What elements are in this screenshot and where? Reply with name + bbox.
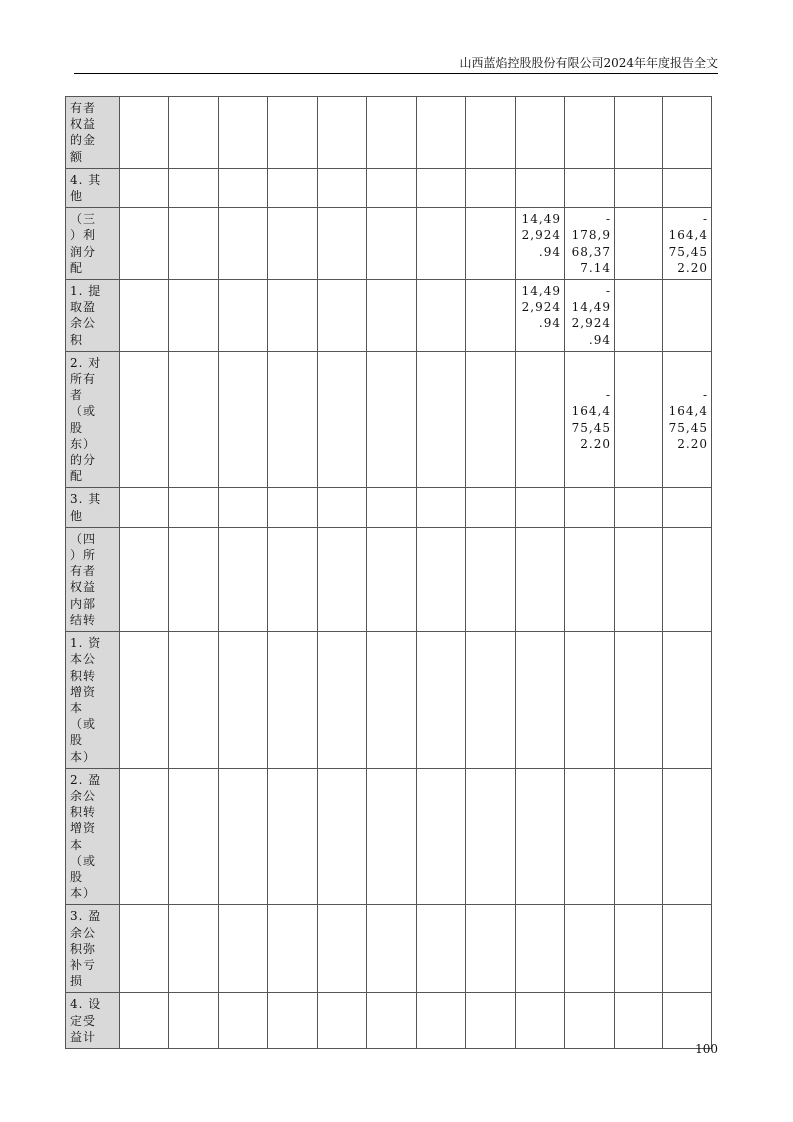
- table-cell: [565, 168, 615, 207]
- table-cell: 14,49 2,924 .94: [516, 208, 565, 280]
- table-cell: [120, 905, 169, 993]
- table-row: [66, 905, 712, 993]
- table-cell: [417, 168, 466, 207]
- table-cell: [516, 97, 565, 169]
- table-cell: [219, 168, 268, 207]
- table-cell: [663, 632, 712, 769]
- table-cell: [466, 208, 516, 280]
- table-cell: - 164,4 75,45 2.20: [663, 208, 712, 280]
- table-row: [66, 168, 712, 207]
- table-cell: [417, 993, 466, 1049]
- table-cell: [120, 168, 169, 207]
- table-cell: [120, 208, 169, 280]
- table-cell: [268, 208, 318, 280]
- table-cell: [466, 905, 516, 993]
- table-cell: [219, 97, 268, 169]
- table-cell: [417, 768, 466, 905]
- row-label: 4. 设 定受 益计: [66, 993, 120, 1049]
- table-cell: [120, 280, 169, 352]
- table-cell: [318, 351, 367, 488]
- table-cell: [367, 993, 417, 1049]
- table-cell: [169, 993, 219, 1049]
- row-label: （四 ）所 有者 权益 内部 结转: [66, 527, 120, 631]
- table-cell: [565, 768, 615, 905]
- row-label: 3. 盈 余公 积弥 补亏 损: [66, 905, 120, 993]
- table-cell: [219, 280, 268, 352]
- table-cell: [565, 993, 615, 1049]
- table-cell: [219, 208, 268, 280]
- table-row: [66, 97, 712, 169]
- table-row: [66, 527, 712, 631]
- table-row: [66, 632, 712, 769]
- table-cell: [120, 97, 169, 169]
- table-cell: [318, 97, 367, 169]
- table-cell: [417, 280, 466, 352]
- table-cell: - 14,49 2,924 .94: [565, 280, 615, 352]
- table-cell: [120, 632, 169, 769]
- table-cell: [367, 208, 417, 280]
- table-cell: [268, 905, 318, 993]
- table-cell: [466, 280, 516, 352]
- table-cell: [268, 768, 318, 905]
- table-cell: [516, 632, 565, 769]
- table-cell: [120, 527, 169, 631]
- table-cell: [318, 488, 367, 527]
- table-cell: [663, 97, 712, 169]
- table-cell: [169, 208, 219, 280]
- table-cell: [169, 280, 219, 352]
- table-cell: [663, 768, 712, 905]
- table-cell: [417, 488, 466, 527]
- table-cell: [219, 632, 268, 769]
- table-cell: [318, 168, 367, 207]
- table-cell: [663, 993, 712, 1049]
- table-cell: [219, 527, 268, 631]
- table-cell: [466, 768, 516, 905]
- table-cell: [318, 768, 367, 905]
- page-number: 100: [695, 1042, 718, 1056]
- table-row: [66, 993, 712, 1049]
- row-label: 4. 其 他: [66, 168, 120, 207]
- table-cell: [268, 993, 318, 1049]
- table-cell: [169, 97, 219, 169]
- table-cell: [268, 488, 318, 527]
- table-cell: [169, 905, 219, 993]
- table-cell: [615, 208, 663, 280]
- table-cell: - 178,9 68,37 7.14: [565, 208, 615, 280]
- table-cell: [169, 351, 219, 488]
- table-cell: [268, 527, 318, 631]
- table-cell: [417, 905, 466, 993]
- table-cell: [367, 768, 417, 905]
- table-cell: [417, 632, 466, 769]
- table-cell: [615, 488, 663, 527]
- table-cell: [466, 97, 516, 169]
- table-cell: [663, 527, 712, 631]
- table-cell: 14,49 2,924 .94: [516, 280, 565, 352]
- equity-changes-table: [65, 96, 712, 1049]
- table-cell: [466, 632, 516, 769]
- table-cell: [318, 993, 367, 1049]
- table-cell: [565, 632, 615, 769]
- table-cell: [268, 168, 318, 207]
- table-cell: [663, 280, 712, 352]
- row-label: 1. 资 本公 积转 增资 本 （或 股 本）: [66, 632, 120, 769]
- table-cell: [120, 993, 169, 1049]
- table-cell: [219, 993, 268, 1049]
- table-body: [66, 97, 712, 1049]
- table-cell: [615, 993, 663, 1049]
- table-cell: [516, 905, 565, 993]
- table-cell: [219, 488, 268, 527]
- table-cell: [318, 527, 367, 631]
- table-cell: [120, 488, 169, 527]
- table-cell: [565, 905, 615, 993]
- table-cell: [615, 280, 663, 352]
- table-cell: [169, 768, 219, 905]
- row-label: 有者 权益 的金 额: [66, 97, 120, 169]
- row-label: 1. 提 取盈 余公 积: [66, 280, 120, 352]
- table-cell: [615, 632, 663, 769]
- table-row: [66, 768, 712, 905]
- table-cell: [318, 905, 367, 993]
- table-cell: [318, 632, 367, 769]
- table-cell: [466, 527, 516, 631]
- table-cell: - 164,4 75,45 2.20: [663, 351, 712, 488]
- table-cell: [120, 768, 169, 905]
- table-cell: [219, 768, 268, 905]
- table-cell: [417, 527, 466, 631]
- table-cell: [169, 527, 219, 631]
- row-label: 2. 对 所有 者 （或 股 东） 的分 配: [66, 351, 120, 488]
- table-cell: [268, 632, 318, 769]
- table-cell: [466, 168, 516, 207]
- table-cell: [417, 97, 466, 169]
- table-cell: [516, 768, 565, 905]
- table-cell: [466, 488, 516, 527]
- table-cell: [615, 527, 663, 631]
- row-label: 2. 盈 余公 积转 增资 本 （或 股 本）: [66, 768, 120, 905]
- table-cell: [268, 351, 318, 488]
- table-cell: [219, 905, 268, 993]
- header-rule: [74, 73, 718, 74]
- table-cell: [367, 488, 417, 527]
- table-cell: [268, 97, 318, 169]
- table-cell: [516, 351, 565, 488]
- table-cell: [169, 632, 219, 769]
- table-cell: [417, 208, 466, 280]
- table-row: [66, 351, 712, 488]
- table-cell: [663, 905, 712, 993]
- row-label: 3. 其 他: [66, 488, 120, 527]
- table-cell: [663, 168, 712, 207]
- page-header-title: 山西蓝焰控股股份有限公司2024年年度报告全文: [459, 56, 718, 70]
- table-cell: [565, 97, 615, 169]
- table-cell: [466, 993, 516, 1049]
- table-cell: [615, 351, 663, 488]
- table-cell: [615, 768, 663, 905]
- table-cell: [516, 488, 565, 527]
- table-cell: [318, 208, 367, 280]
- table-cell: [516, 527, 565, 631]
- table-cell: [516, 993, 565, 1049]
- table-cell: [615, 905, 663, 993]
- table-cell: [367, 905, 417, 993]
- table-cell: [318, 280, 367, 352]
- table-cell: [268, 280, 318, 352]
- table-cell: [417, 351, 466, 488]
- table-cell: [169, 488, 219, 527]
- table-row: [66, 280, 712, 352]
- table-cell: [367, 351, 417, 488]
- table-cell: [367, 632, 417, 769]
- table-cell: [516, 168, 565, 207]
- table-row: [66, 208, 712, 280]
- table-cell: [367, 97, 417, 169]
- table-cell: [367, 527, 417, 631]
- table-cell: [169, 168, 219, 207]
- table-cell: [466, 351, 516, 488]
- table-cell: [367, 168, 417, 207]
- row-label: （三 ）利 润分 配: [66, 208, 120, 280]
- table-cell: [615, 97, 663, 169]
- table-cell: [565, 488, 615, 527]
- table-cell: [367, 280, 417, 352]
- table-cell: - 164,4 75,45 2.20: [565, 351, 615, 488]
- table-cell: [615, 168, 663, 207]
- table-cell: [663, 488, 712, 527]
- table-row: [66, 488, 712, 527]
- table-cell: [120, 351, 169, 488]
- table-cell: [565, 527, 615, 631]
- table-cell: [219, 351, 268, 488]
